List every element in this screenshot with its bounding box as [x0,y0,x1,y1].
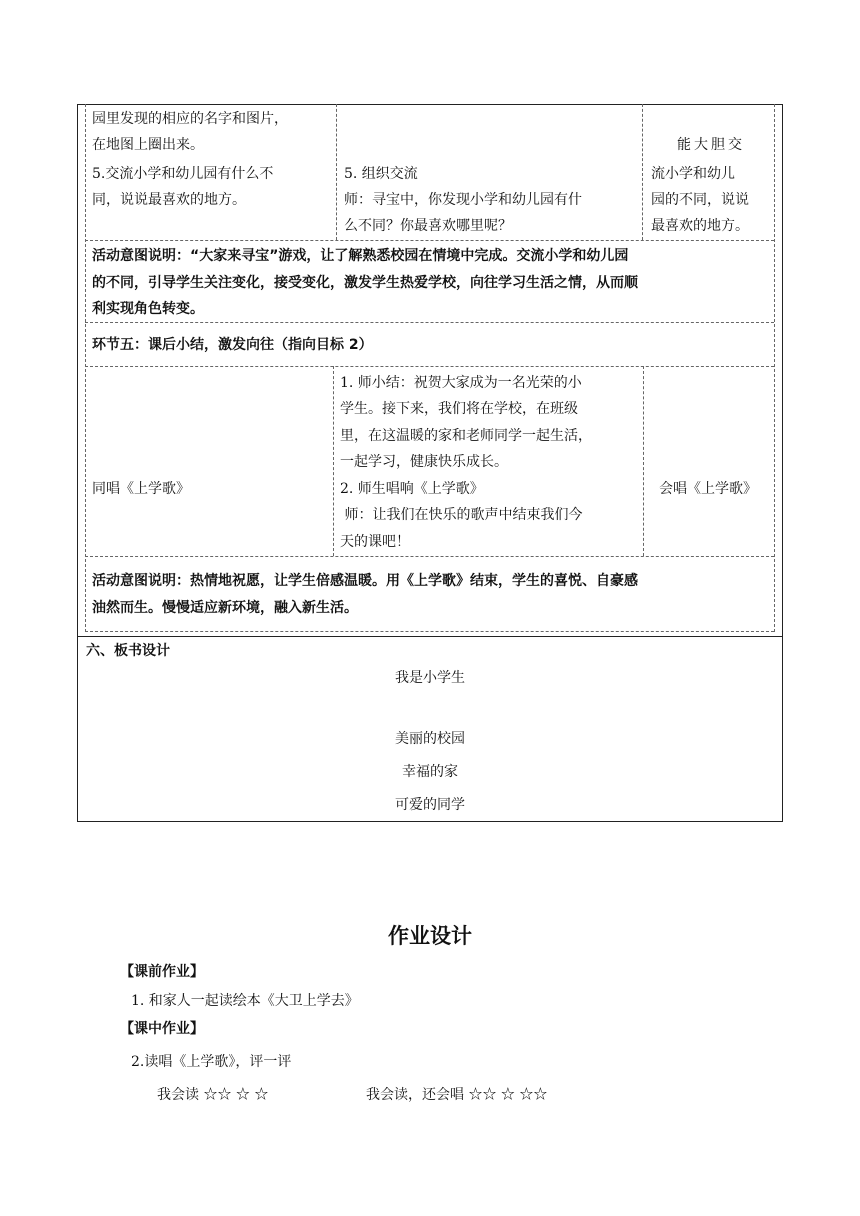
row2-middle-line: 学生。接下来，我们将在学校，在班级 [340,401,578,417]
intent-note-1: 利实现角色转变。 [92,301,204,317]
pre-class-item: 1. 和家人一起读绘本《大卫上学去》 [131,993,359,1009]
rating-read-sing: 我会读，还会唱 ☆☆ ☆ ☆☆ [366,1087,548,1103]
row2-middle-line: 1. 师小结：祝贺大家成为一名光荣的小 [340,375,582,391]
section-title: 环节五：课后小结，激发向往（指向目标 2） [92,337,373,353]
in-class-label: 【课中作业】 [120,1021,204,1037]
intent-note-1: 活动意图说明：“大家来寻宝”游戏，让了解熟悉校园在情境中完成。交流小学和幼儿园 [92,248,629,264]
section-divider [77,636,783,637]
inner-border [774,104,775,632]
row2-middle-line: 一起学习，健康快乐成长。 [340,454,508,470]
row-divider [85,240,774,241]
intent-note-2: 活动意图说明：热情地祝愿，让学生倍感温暖。用《上学歌》结束，学生的喜悦、自豪感 [92,573,638,589]
rating-read: 我会读 ☆☆ ☆ ☆ [157,1087,269,1103]
board-title: 六、板书设计 [86,643,170,659]
in-class-item: 2.读唱《上学歌》，评一评 [131,1054,292,1070]
board-line: 美丽的校园 [395,731,465,747]
row-divider [85,631,774,632]
intent-note-2: 油然而生。慢慢适应新环境，融入新生活。 [92,600,358,616]
board-line: 我是小学生 [395,670,465,686]
row1-middle-line: 师：寻宝中，你发现小学和幼儿园有什 [344,192,582,208]
row1-left-line: 在地图上圈出来。 [92,137,204,153]
row2-right: 会唱《上学歌》 [659,481,757,497]
intent-note-1: 的不同，引导学生关注变化，接受变化，激发学生热爱学校，向往学习生活之情，从而顺 [92,275,638,291]
row1-right-line: 能大胆交 [677,137,745,153]
row2-left: 同唱《上学歌》 [92,481,190,497]
row2-middle-line: 师：让我们在快乐的歌声中结束我们今 [340,507,583,523]
pre-class-label: 【课前作业】 [120,964,204,980]
row1-right-line: 流小学和幼儿 [651,166,735,182]
row1-middle-line: 么不同？你最喜欢哪里呢？ [344,218,512,234]
row-divider [85,556,774,557]
row1-middle-line: 5. 组织交流 [344,166,418,182]
col-divider [333,366,334,556]
row2-middle-line: 里，在这温暖的家和老师同学一起生活， [340,428,592,444]
board-line: 可爱的同学 [395,797,465,813]
row-divider [85,366,774,367]
row2-middle-line: 2. 师生唱响《上学歌》 [340,481,484,497]
row2-middle-line: 天的课吧！ [340,534,410,550]
inner-border [85,104,86,632]
board-line: 幸福的家 [402,764,458,780]
col-divider [643,366,644,556]
col-divider [642,104,643,240]
row1-right-line: 园的不同，说说 [651,192,749,208]
row1-left-line: 园里发现的相应的名字和图片， [92,111,288,127]
row-divider [85,322,774,323]
row1-right-line: 最喜欢的地方。 [651,218,749,234]
row1-left-line: 5.交流小学和幼儿园有什么不 [92,166,274,182]
col-divider [336,104,337,240]
row1-left-line: 同，说说最喜欢的地方。 [92,192,246,208]
homework-title: 作业设计 [388,924,472,948]
